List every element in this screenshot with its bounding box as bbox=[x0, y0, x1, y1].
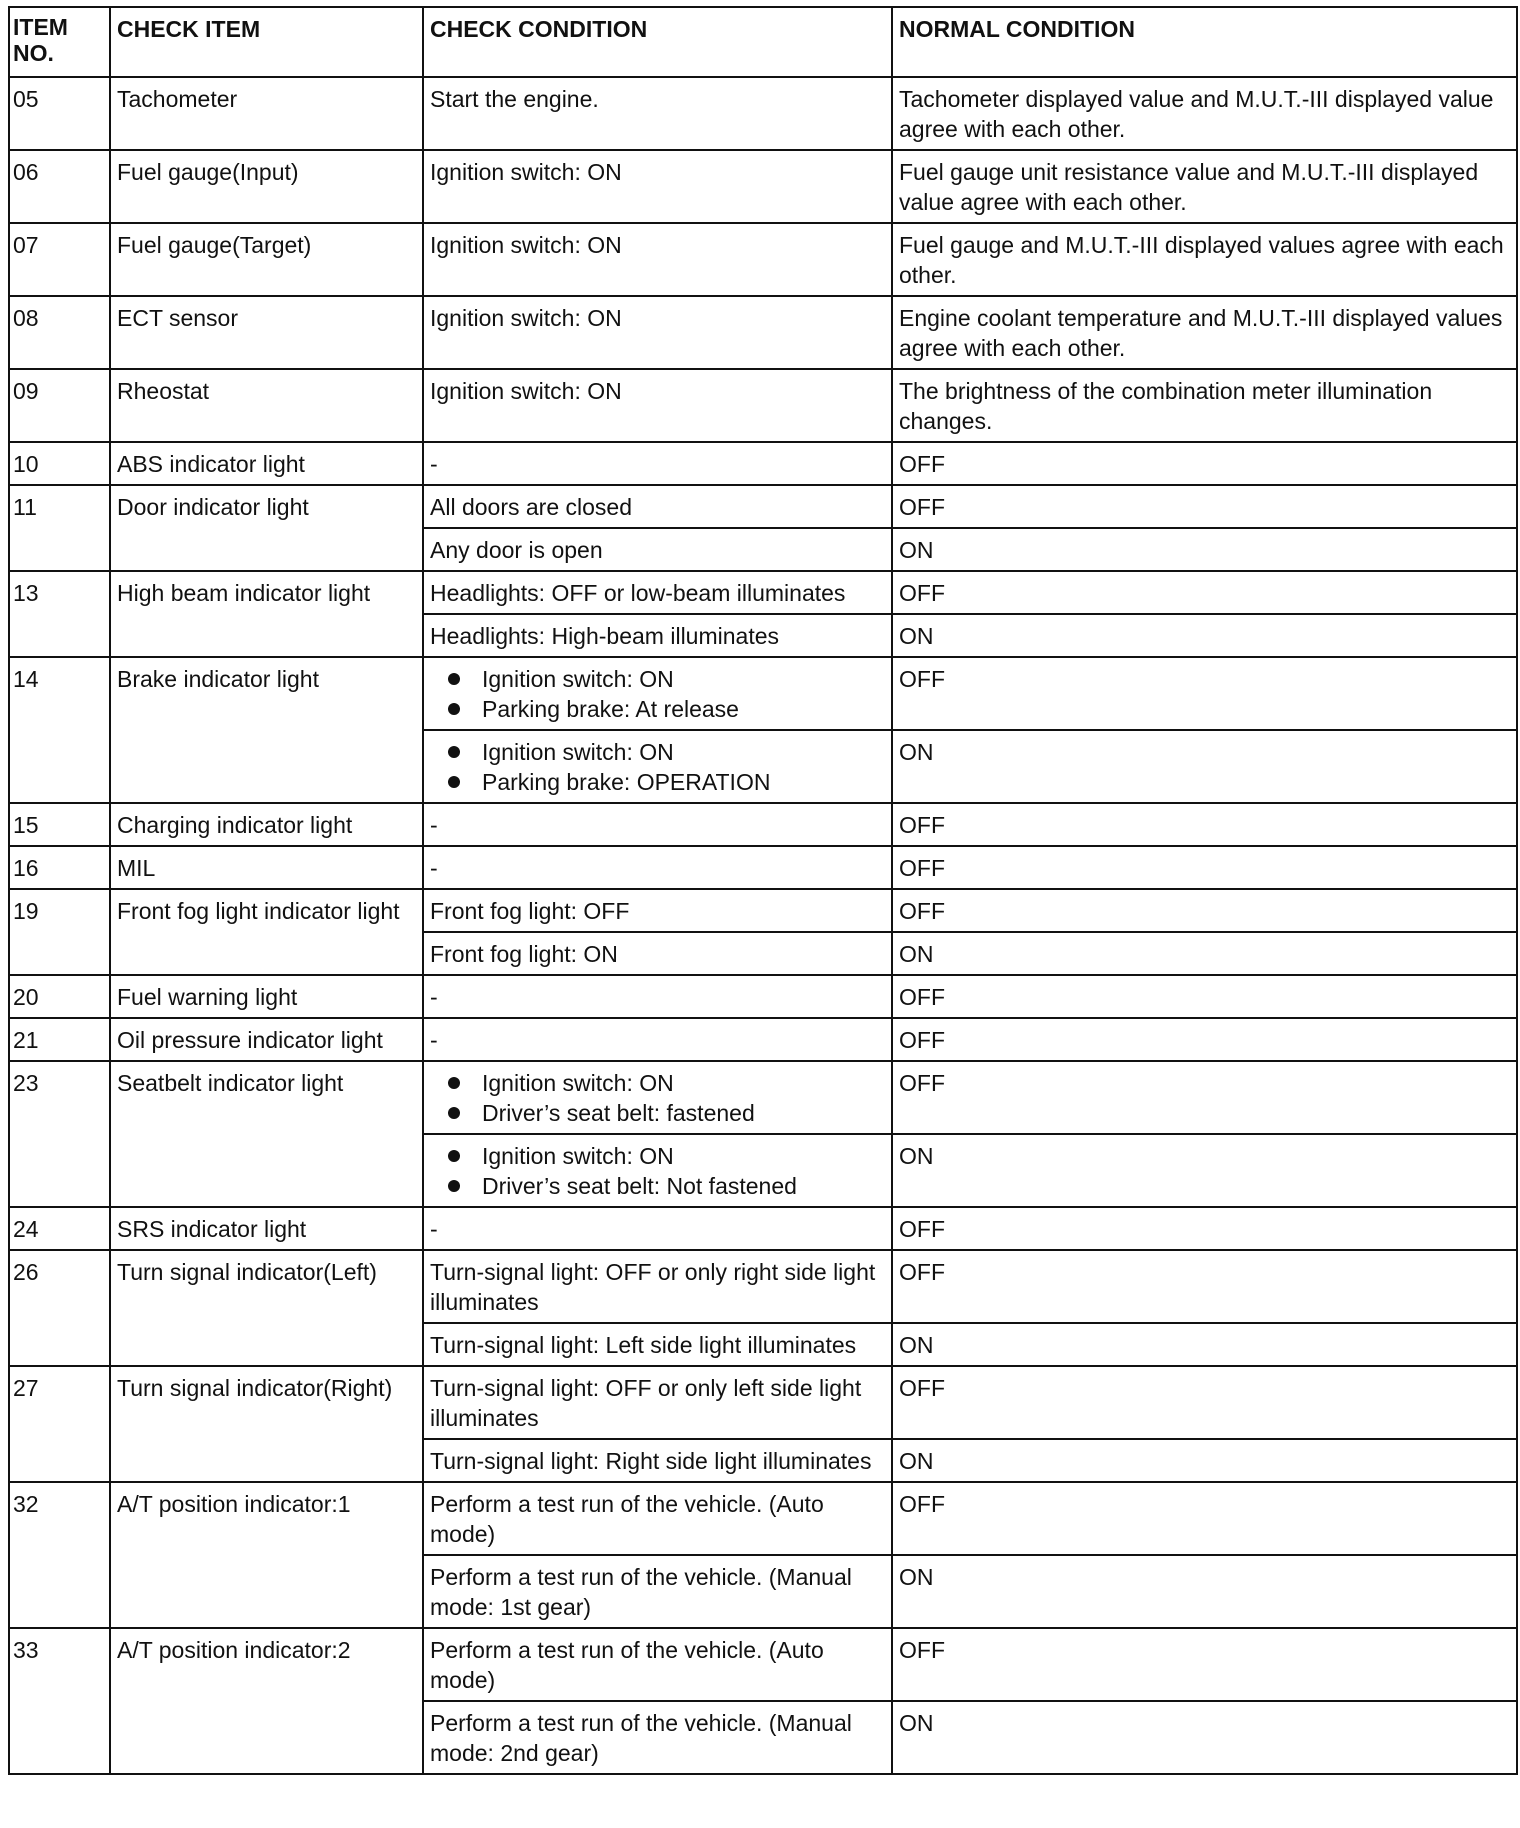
normal-condition-cell: OFF bbox=[892, 485, 1517, 528]
item-no-cell: 20 bbox=[9, 975, 110, 1018]
table-row bbox=[9, 1018, 1517, 1061]
check-item-cell: A/T position indicator:1 bbox=[110, 1482, 423, 1628]
item-no-cell: 27 bbox=[9, 1366, 110, 1482]
condition-bullet-list bbox=[430, 1068, 885, 1128]
check-condition-cell: Ignition switch: ON bbox=[423, 150, 892, 223]
check-condition-cell: - bbox=[423, 1018, 892, 1061]
condition-bullet bbox=[448, 1171, 885, 1201]
item-no-cell: 24 bbox=[9, 1207, 110, 1250]
normal-condition-cell: ON bbox=[892, 1701, 1517, 1774]
table-row bbox=[9, 846, 1517, 889]
check-condition-cell: Turn-signal light: OFF or only left side light illuminates bbox=[423, 1366, 892, 1439]
normal-condition-cell: OFF bbox=[892, 442, 1517, 485]
item-no-cell: 06 bbox=[9, 150, 110, 223]
check-condition-cell: Headlights: OFF or low-beam illuminates bbox=[423, 571, 892, 614]
header-item-no: ITEM NO. bbox=[9, 7, 110, 77]
condition-bullet bbox=[448, 737, 885, 767]
table-row bbox=[9, 571, 1517, 614]
condition-bullet-list bbox=[430, 664, 885, 724]
header-row bbox=[9, 7, 1517, 77]
check-item-cell: High beam indicator light bbox=[110, 571, 423, 657]
check-condition-cell: Perform a test run of the vehicle. (Manual mode: 1st gear) bbox=[423, 1555, 892, 1628]
check-item-cell: Tachometer bbox=[110, 77, 423, 150]
item-no-cell: 16 bbox=[9, 846, 110, 889]
check-item-cell: Fuel gauge(Input) bbox=[110, 150, 423, 223]
item-no-cell: 13 bbox=[9, 571, 110, 657]
header-check-condition: CHECK CONDITION bbox=[423, 7, 892, 77]
check-condition-cell: Ignition switch: ON bbox=[423, 369, 892, 442]
table-row bbox=[9, 485, 1517, 528]
normal-condition-cell: OFF bbox=[892, 1018, 1517, 1061]
check-condition-cell bbox=[423, 1061, 892, 1134]
header-check-item: CHECK ITEM bbox=[110, 7, 423, 77]
normal-condition-cell: ON bbox=[892, 730, 1517, 803]
check-item-cell: Fuel warning light bbox=[110, 975, 423, 1018]
normal-condition-cell: ON bbox=[892, 614, 1517, 657]
normal-condition-cell: ON bbox=[892, 1439, 1517, 1482]
item-no-cell: 09 bbox=[9, 369, 110, 442]
check-item-cell: Seatbelt indicator light bbox=[110, 1061, 423, 1207]
normal-condition-cell: The brightness of the combination meter illumination changes. bbox=[892, 369, 1517, 442]
check-condition-cell: Turn-signal light: Left side light illuminates bbox=[423, 1323, 892, 1366]
item-no-cell: 10 bbox=[9, 442, 110, 485]
header-normal-condition: NORMAL CONDITION bbox=[892, 7, 1517, 77]
bullet-icon bbox=[448, 1107, 460, 1119]
item-no-cell: 05 bbox=[9, 77, 110, 150]
table-row bbox=[9, 657, 1517, 730]
normal-condition-cell: ON bbox=[892, 1555, 1517, 1628]
check-condition-cell: Ignition switch: ON bbox=[423, 223, 892, 296]
item-no-cell: 19 bbox=[9, 889, 110, 975]
check-condition-cell: Start the engine. bbox=[423, 77, 892, 150]
check-item-cell: MIL bbox=[110, 846, 423, 889]
item-no-cell: 08 bbox=[9, 296, 110, 369]
normal-condition-cell: OFF bbox=[892, 1061, 1517, 1134]
check-condition-cell: - bbox=[423, 1207, 892, 1250]
check-condition-cell: Any door is open bbox=[423, 528, 892, 571]
table-row bbox=[9, 1366, 1517, 1439]
condition-bullet bbox=[448, 1098, 885, 1128]
bullet-text: Ignition switch: ON bbox=[482, 1070, 674, 1096]
normal-condition-cell: OFF bbox=[892, 975, 1517, 1018]
bullet-text: Ignition switch: ON bbox=[482, 1143, 674, 1169]
item-no-cell: 07 bbox=[9, 223, 110, 296]
table-row bbox=[9, 223, 1517, 296]
check-item-cell: Charging indicator light bbox=[110, 803, 423, 846]
table-row bbox=[9, 1207, 1517, 1250]
table-row bbox=[9, 1628, 1517, 1701]
table-row bbox=[9, 77, 1517, 150]
normal-condition-cell: ON bbox=[892, 528, 1517, 571]
check-condition-cell: - bbox=[423, 975, 892, 1018]
item-no-cell: 33 bbox=[9, 1628, 110, 1774]
bullet-text: Parking brake: OPERATION bbox=[482, 769, 771, 795]
table-row bbox=[9, 975, 1517, 1018]
bullet-text: Ignition switch: ON bbox=[482, 739, 674, 765]
bullet-icon bbox=[448, 1180, 460, 1192]
check-condition-cell bbox=[423, 730, 892, 803]
normal-condition-cell: ON bbox=[892, 1323, 1517, 1366]
bullet-icon bbox=[448, 746, 460, 758]
normal-condition-cell: OFF bbox=[892, 889, 1517, 932]
check-condition-cell: - bbox=[423, 442, 892, 485]
check-condition-cell: Ignition switch: ON bbox=[423, 296, 892, 369]
table-row bbox=[9, 889, 1517, 932]
table-row bbox=[9, 150, 1517, 223]
normal-condition-cell: OFF bbox=[892, 1207, 1517, 1250]
item-no-cell: 26 bbox=[9, 1250, 110, 1366]
bullet-icon bbox=[448, 703, 460, 715]
check-item-cell: SRS indicator light bbox=[110, 1207, 423, 1250]
check-condition-cell: Turn-signal light: Right side light illuminates bbox=[423, 1439, 892, 1482]
normal-condition-cell: Tachometer displayed value and M.U.T.-III displayed value agree with each other. bbox=[892, 77, 1517, 150]
normal-condition-cell: OFF bbox=[892, 657, 1517, 730]
check-item-cell: A/T position indicator:2 bbox=[110, 1628, 423, 1774]
check-item-cell: Brake indicator light bbox=[110, 657, 423, 803]
check-condition-cell bbox=[423, 657, 892, 730]
normal-condition-cell: ON bbox=[892, 1134, 1517, 1207]
condition-bullet bbox=[448, 1068, 885, 1098]
check-condition-cell: Perform a test run of the vehicle. (Manual mode: 2nd gear) bbox=[423, 1701, 892, 1774]
item-no-cell: 11 bbox=[9, 485, 110, 571]
check-item-cell: ECT sensor bbox=[110, 296, 423, 369]
normal-condition-cell: OFF bbox=[892, 803, 1517, 846]
table-row bbox=[9, 803, 1517, 846]
normal-condition-cell: OFF bbox=[892, 571, 1517, 614]
bullet-text: Ignition switch: ON bbox=[482, 666, 674, 692]
table-row bbox=[9, 442, 1517, 485]
normal-condition-cell: Engine coolant temperature and M.U.T.-III displayed values agree with each other. bbox=[892, 296, 1517, 369]
check-item-cell: Door indicator light bbox=[110, 485, 423, 571]
check-item-cell: Oil pressure indicator light bbox=[110, 1018, 423, 1061]
check-item-cell: Turn signal indicator(Left) bbox=[110, 1250, 423, 1366]
check-condition-cell: Perform a test run of the vehicle. (Auto mode) bbox=[423, 1482, 892, 1555]
condition-bullet-list bbox=[430, 737, 885, 797]
condition-bullet bbox=[448, 767, 885, 797]
bullet-icon bbox=[448, 776, 460, 788]
check-condition-cell: - bbox=[423, 803, 892, 846]
bullet-icon bbox=[448, 673, 460, 685]
item-no-cell: 14 bbox=[9, 657, 110, 803]
normal-condition-cell: Fuel gauge unit resistance value and M.U.T.-III displayed value agree with each other. bbox=[892, 150, 1517, 223]
normal-condition-cell: OFF bbox=[892, 1366, 1517, 1439]
condition-bullet bbox=[448, 694, 885, 724]
item-no-cell: 21 bbox=[9, 1018, 110, 1061]
check-item-cell: Front fog light indicator light bbox=[110, 889, 423, 975]
condition-bullet-list bbox=[430, 1141, 885, 1201]
table-row bbox=[9, 1250, 1517, 1323]
check-item-cell: Rheostat bbox=[110, 369, 423, 442]
check-condition-cell: Headlights: High-beam illuminates bbox=[423, 614, 892, 657]
check-condition-cell: Perform a test run of the vehicle. (Auto mode) bbox=[423, 1628, 892, 1701]
bullet-icon bbox=[448, 1150, 460, 1162]
check-item-cell: ABS indicator light bbox=[110, 442, 423, 485]
condition-bullet bbox=[448, 1141, 885, 1171]
check-condition-cell: All doors are closed bbox=[423, 485, 892, 528]
normal-condition-cell: OFF bbox=[892, 846, 1517, 889]
normal-condition-cell: OFF bbox=[892, 1250, 1517, 1323]
normal-condition-cell: Fuel gauge and M.U.T.-III displayed values agree with each other. bbox=[892, 223, 1517, 296]
item-no-cell: 15 bbox=[9, 803, 110, 846]
check-condition-cell: Front fog light: ON bbox=[423, 932, 892, 975]
bullet-text: Driver’s seat belt: fastened bbox=[482, 1100, 755, 1126]
normal-condition-cell: ON bbox=[892, 932, 1517, 975]
table-body bbox=[9, 77, 1517, 1774]
check-item-cell: Fuel gauge(Target) bbox=[110, 223, 423, 296]
check-condition-cell: Turn-signal light: OFF or only right side light illuminates bbox=[423, 1250, 892, 1323]
normal-condition-cell: OFF bbox=[892, 1482, 1517, 1555]
table-row bbox=[9, 296, 1517, 369]
bullet-text: Driver’s seat belt: Not fastened bbox=[482, 1173, 797, 1199]
check-item-cell: Turn signal indicator(Right) bbox=[110, 1366, 423, 1482]
item-no-cell: 32 bbox=[9, 1482, 110, 1628]
bullet-text: Parking brake: At release bbox=[482, 696, 739, 722]
check-condition-cell: - bbox=[423, 846, 892, 889]
check-table bbox=[8, 6, 1518, 1775]
check-condition-cell bbox=[423, 1134, 892, 1207]
bullet-icon bbox=[448, 1077, 460, 1089]
item-no-cell: 23 bbox=[9, 1061, 110, 1207]
condition-bullet bbox=[448, 664, 885, 694]
check-condition-cell: Front fog light: OFF bbox=[423, 889, 892, 932]
normal-condition-cell: OFF bbox=[892, 1628, 1517, 1701]
table-row bbox=[9, 369, 1517, 442]
table-row bbox=[9, 1061, 1517, 1134]
table-row bbox=[9, 1482, 1517, 1555]
